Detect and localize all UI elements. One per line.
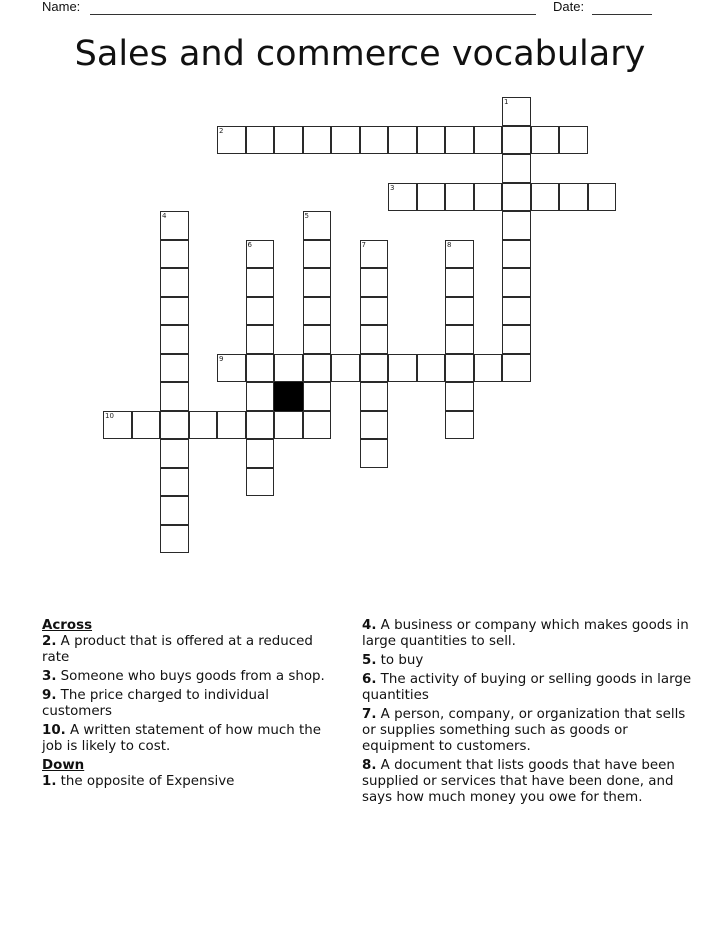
grid-cell[interactable] [132, 411, 161, 440]
grid-cell[interactable] [445, 411, 474, 440]
grid-cell[interactable] [217, 411, 246, 440]
across-heading: Across [42, 618, 93, 633]
grid-cell[interactable] [531, 183, 560, 212]
grid-cell[interactable] [559, 126, 588, 155]
grid-cell[interactable] [160, 411, 189, 440]
grid-cell[interactable] [474, 126, 503, 155]
grid-cell[interactable] [160, 496, 189, 525]
grid-cell[interactable] [303, 126, 332, 155]
grid-cell[interactable] [160, 297, 189, 326]
grid-cell[interactable] [388, 183, 417, 212]
grid-cell[interactable] [303, 354, 332, 383]
grid-cell[interactable] [246, 411, 275, 440]
grid-cell[interactable] [417, 354, 446, 383]
grid-cell[interactable] [360, 439, 389, 468]
clues-right-column [362, 618, 692, 809]
grid-cell[interactable] [160, 439, 189, 468]
grid-cell[interactable] [303, 411, 332, 440]
grid-cell[interactable] [445, 183, 474, 212]
clue-number: 3 [390, 183, 395, 192]
clue-across-10: 10. A written statement of how much the job is likely to cost. [42, 723, 321, 754]
clue-number: 9 [219, 354, 224, 363]
clue-down-1: 1. the opposite of Expensive [42, 774, 235, 789]
down-heading: Down [42, 758, 85, 773]
grid-cell[interactable] [360, 240, 389, 269]
grid-cell[interactable] [303, 211, 332, 240]
grid-cell[interactable] [217, 354, 246, 383]
grid-cell[interactable] [274, 411, 303, 440]
clue-down-6: 6. The activity of buying or selling goods in large quantities [362, 672, 692, 703]
clue-down-4: 4. A business or company which makes goods in large quantities to sell. [362, 618, 689, 649]
grid-cell[interactable] [502, 240, 531, 269]
grid-cell[interactable] [588, 183, 617, 212]
grid-cell[interactable] [502, 268, 531, 297]
grid-cell[interactable] [502, 154, 531, 183]
grid-cell[interactable] [160, 354, 189, 383]
grid-cell[interactable] [502, 97, 531, 126]
grid-cell[interactable] [388, 354, 417, 383]
grid-cell[interactable] [502, 354, 531, 383]
clue-down-7: 7. A person, company, or organization that sells or supplies something such as goods or equipment to customers. [362, 707, 686, 754]
grid-cell[interactable] [303, 382, 332, 411]
grid-cell[interactable] [445, 354, 474, 383]
grid-cell[interactable] [160, 211, 189, 240]
grid-cell[interactable] [445, 126, 474, 155]
grid-cell[interactable] [360, 354, 389, 383]
grid-cell[interactable] [246, 126, 275, 155]
grid-cell[interactable] [445, 382, 474, 411]
grid-cell[interactable] [217, 126, 246, 155]
grid-cell[interactable] [445, 268, 474, 297]
grid-cell[interactable] [331, 126, 360, 155]
clue-number: 7 [361, 240, 366, 249]
grid-cell[interactable] [246, 297, 275, 326]
date-label: Date: [553, 0, 585, 14]
clue-number: 4 [162, 212, 167, 220]
grid-cell[interactable] [160, 268, 189, 297]
clue-number: 1 [504, 98, 509, 106]
grid-cell[interactable] [303, 240, 332, 269]
clue-down-8: 8. A document that lists goods that have been supplied or services that have been done, and says how much money you owe for them. [362, 758, 675, 805]
grid-cell[interactable] [246, 382, 275, 411]
grid-cell[interactable] [160, 382, 189, 411]
grid-cell[interactable] [559, 183, 588, 212]
grid-cell[interactable] [531, 126, 560, 155]
grid-cell[interactable] [360, 411, 389, 440]
grid-cell[interactable] [360, 297, 389, 326]
grid-cell[interactable] [246, 268, 275, 297]
grid-cell[interactable] [502, 211, 531, 240]
grid-cell[interactable] [502, 183, 531, 212]
clue-down-5: 5. to buy [362, 653, 424, 668]
clue-across-9: 9. The price charged to individual customers [42, 688, 269, 719]
grid-cell[interactable] [502, 297, 531, 326]
name-label: Name: [42, 0, 81, 14]
grid-cell[interactable] [417, 183, 446, 212]
grid-cell[interactable] [246, 439, 275, 468]
grid-cell[interactable] [360, 268, 389, 297]
grid-cell[interactable] [445, 297, 474, 326]
grid-cell[interactable] [246, 240, 275, 269]
grid-cell[interactable] [360, 126, 389, 155]
grid-cell[interactable] [417, 126, 446, 155]
grid-cell[interactable] [274, 354, 303, 383]
blocked-cell [274, 382, 303, 411]
clue-number: 2 [219, 126, 224, 135]
grid-cell[interactable] [303, 268, 332, 297]
grid-cell[interactable] [502, 325, 531, 354]
clue-number: 8 [447, 240, 452, 249]
clue-number: 5 [304, 212, 309, 220]
grid-cell[interactable] [103, 411, 132, 440]
grid-cell[interactable] [303, 325, 332, 354]
grid-cell[interactable] [160, 468, 189, 497]
grid-cell[interactable] [360, 325, 389, 354]
grid-cell[interactable] [274, 126, 303, 155]
grid-cell[interactable] [246, 325, 275, 354]
clue-across-2: 2. A product that is offered at a reduced rate [42, 634, 313, 665]
clue-number: 6 [247, 240, 252, 249]
grid-cell[interactable] [246, 468, 275, 497]
clues-left-column [42, 618, 342, 793]
grid-cell[interactable] [246, 354, 275, 383]
grid-cell[interactable] [388, 126, 417, 155]
grid-cell[interactable] [474, 354, 503, 383]
grid-cell[interactable] [445, 240, 474, 269]
grid-cell[interactable] [445, 325, 474, 354]
grid-cell[interactable] [303, 297, 332, 326]
grid-cell[interactable] [160, 525, 189, 554]
clue-number: 10 [105, 411, 114, 420]
grid-cell[interactable] [189, 411, 218, 440]
grid-cell[interactable] [502, 126, 531, 155]
puzzle-title: Sales and commerce vocabulary [74, 34, 646, 74]
clue-across-3: 3. Someone who buys goods from a shop. [42, 669, 325, 684]
grid-cell[interactable] [160, 325, 189, 354]
grid-cell[interactable] [160, 240, 189, 269]
grid-cell[interactable] [331, 354, 360, 383]
grid-cell[interactable] [360, 382, 389, 411]
grid-cell[interactable] [474, 183, 503, 212]
